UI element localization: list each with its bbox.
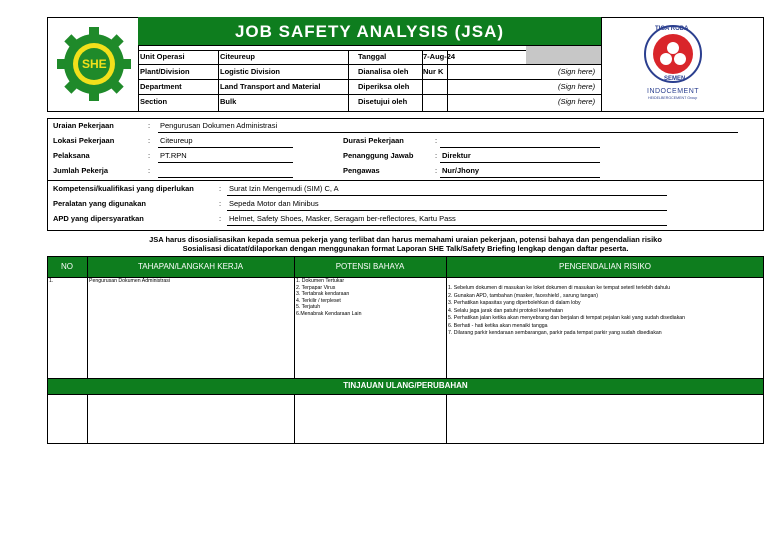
brand-sub: HEIDELBERGCEMENT Group (648, 96, 698, 100)
col-header-step: TAHAPAN/LANGKAH KERJA (137, 262, 244, 271)
detail-label: Pengawas (343, 166, 380, 175)
info-value: Land Transport and Material (220, 82, 321, 91)
control-item: 5. Perhatikan jalan ketika akan menyebrang dan berjalan di tempat pejalan kaki yang sudah disediakan (448, 315, 686, 321)
detail-label: Uraian Pekerjaan (53, 121, 114, 130)
control-item: 7. Dilarang parkir kendaraan sembarangan, parkir pada tempat parkir yang sudah disediakan (448, 330, 662, 336)
notice-line-2: Sosialisasi dicatat/dilaporkan dengan menggunakan format Laporan SHE Talk/Safety Briefing lengkap dengan daftar peserta. (182, 244, 629, 253)
detail-label: Durasi Pekerjaan (343, 136, 404, 145)
control-item: 4. Selalu jaga jarak dan patuhi protokol kesehatan (448, 307, 564, 314)
detail-value: Helmet, Safety Shoes, Masker, Seragam ber-reflectores, Kartu Pass (229, 214, 456, 223)
detail-value: Direktur (442, 151, 471, 160)
info-value: 7-Aug-24 (423, 52, 456, 61)
detail-label: Penanggung Jawab (343, 151, 414, 160)
info-label: Tanggal (358, 52, 387, 61)
info-value: Bulk (220, 97, 237, 106)
sign-here[interactable]: (Sign here) (558, 67, 596, 76)
header-gray-cell (526, 46, 601, 64)
detail-label: Pelaksana (53, 151, 90, 160)
detail-value: PT.RPN (160, 151, 187, 160)
control-list (448, 285, 730, 337)
info-label: Department (140, 82, 182, 91)
detail-value: Citeureup (160, 136, 193, 145)
col-header-no: NO (61, 262, 73, 271)
tiga-roda-logo (638, 24, 708, 84)
detail-value: Pengurusan Dokumen Administrasi (160, 121, 278, 130)
control-item: 1. Sebelum dokumen di masukan ke loket dokumen di masukan ke tempat seteril terlebih dahulu (448, 285, 671, 291)
info-label: Unit Operasi (140, 52, 185, 61)
detail-label: APD yang dipersyaratkan (53, 214, 144, 223)
col-header-hazard: POTENSI BAHAYA (335, 262, 405, 271)
info-label: Disetujui oleh (358, 97, 408, 106)
page-title: JOB SAFETY ANALYSIS (JSA) (234, 22, 505, 41)
hazard-item: 1. Dokumen Tertukar (296, 278, 345, 284)
info-label: Plant/Division (140, 67, 190, 76)
sign-here[interactable]: (Sign here) (558, 82, 596, 91)
info-label: Diperiksa oleh (358, 82, 410, 91)
review-title: TINJAUAN ULANG/PERUBAHAN (343, 381, 468, 390)
control-item: 3. Perhatikan kapasitas yang diperbolehkan di dalam loby (448, 300, 581, 306)
hazard-item: 5. Terjatuh (296, 304, 321, 310)
hazard-item: 3. Tertabrak kendaraan (296, 291, 350, 297)
detail-label: Peralatan yang digunakan (53, 199, 146, 208)
info-label: Dianalisa oleh (358, 67, 409, 76)
detail-value: Nur/Jhony (442, 166, 480, 175)
control-item: 2. Gunakan APD, tambahan (masker, faceshield , sarung tangan) (448, 292, 598, 299)
detail-label: Kompetensi/kualifikasi yang diperlukan (53, 184, 194, 193)
hazard-item: 2. Terpapar Virus (296, 284, 336, 291)
detail-value: Surat Izin Mengemudi (SIM) C, A (229, 184, 339, 193)
detail-label: Lokasi Pekerjaan (53, 136, 115, 145)
detail-label: Jumlah Pekerja (53, 166, 109, 175)
detail-value: Sepeda Motor dan Minibus (229, 199, 319, 208)
hazard-item: 6.Menabrak Kendaraan Lain (296, 310, 362, 317)
sign-here[interactable]: (Sign here) (558, 97, 596, 106)
info-value: Nur K (423, 67, 444, 76)
info-value: Citeureup (220, 52, 256, 61)
control-item: 6. Berhati - hati ketika akan menaiki tangga (448, 322, 548, 329)
logo-bottom-text: SEMEN (664, 76, 686, 82)
col-header-control: PENGENDALIAN RISIKO (558, 262, 652, 271)
brand-name: INDOCEMENT (647, 88, 700, 95)
hazard-item: 4. Terkilir / terpleset (296, 297, 341, 304)
she-logo-text: SHE (82, 57, 107, 71)
info-value: Logistic Division (220, 67, 281, 76)
row-step: Pengurusan Dokumen Administrasi (89, 278, 171, 284)
she-gear-logo (55, 26, 133, 102)
row-no: 1. (49, 278, 54, 284)
hazard-list (296, 278, 444, 317)
info-label: Section (140, 97, 168, 106)
logo-top-text: TIGA RODA (655, 26, 689, 32)
notice-line-1: JSA harus disosialisasikan kepada semua pekerja yang terlibat dan harus memahami uraian pekerjaan, potensi bahaya dan pengendalian risiko (149, 235, 662, 244)
